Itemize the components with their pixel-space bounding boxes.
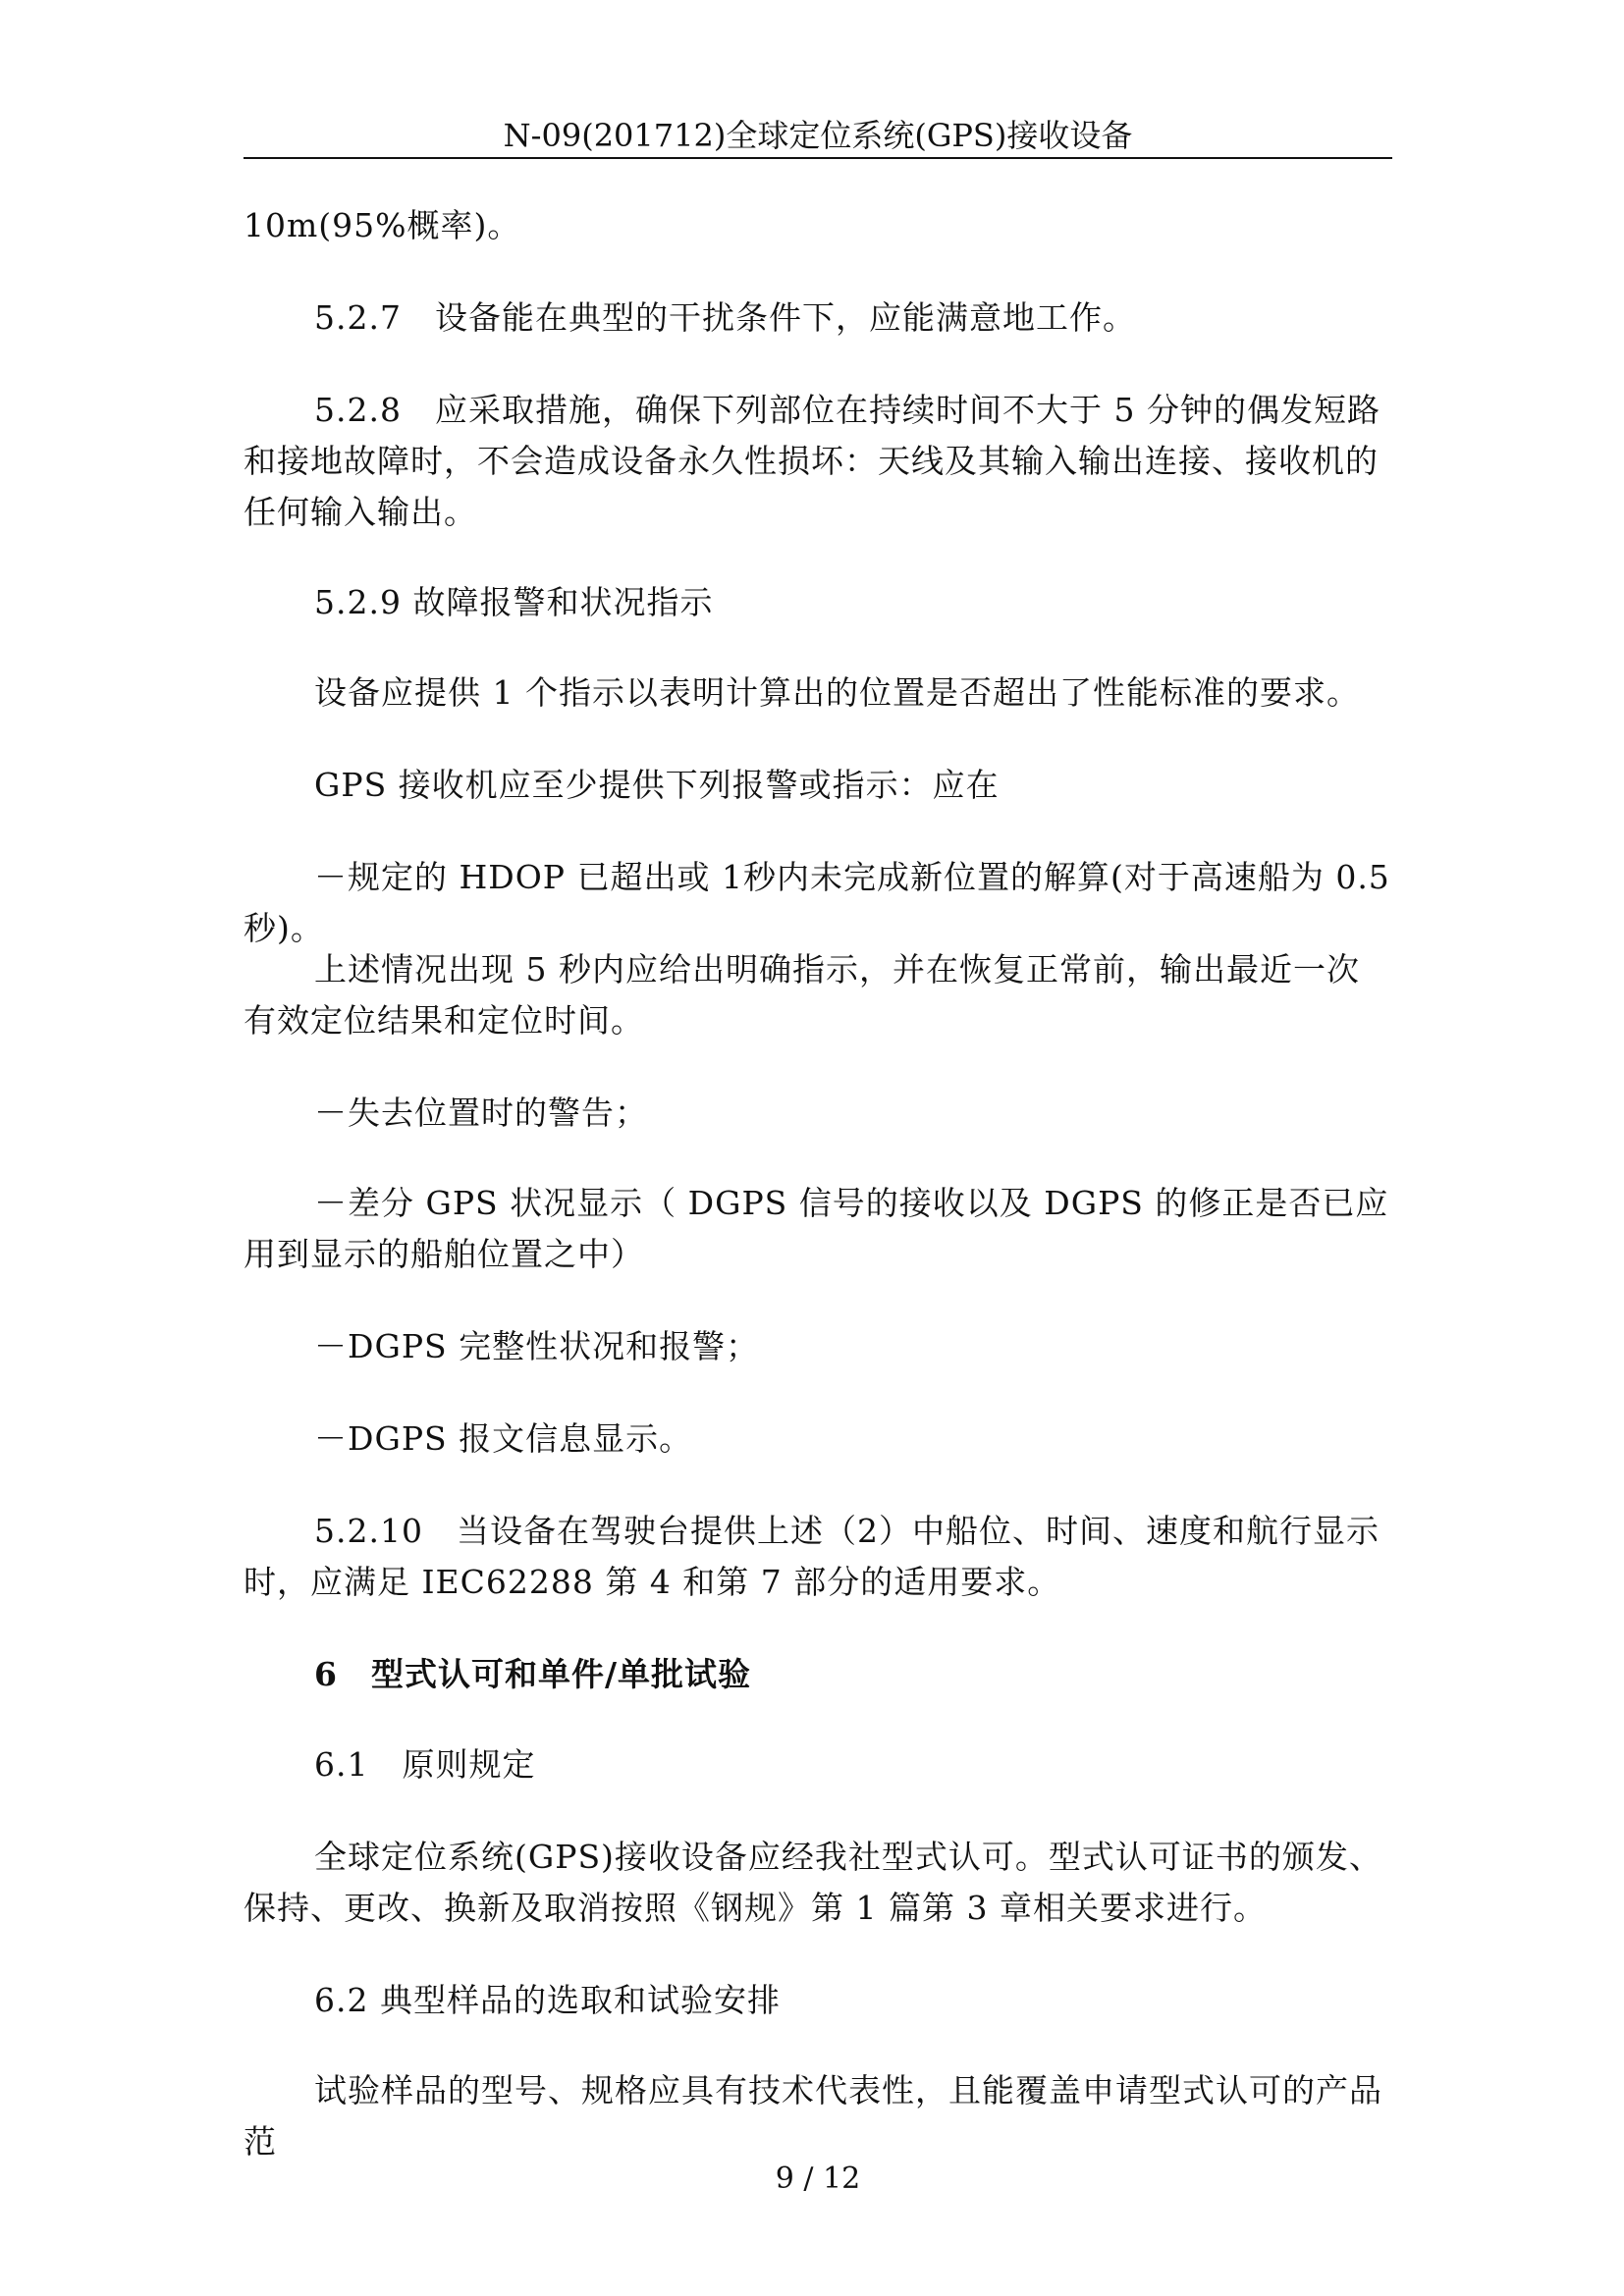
list-item-dgps-status: －差分 GPS 状况显示（ DGPS 信号的接收以及 DGPS 的修正是否已应用到显示的船舶位置之中） <box>244 1184 1389 1273</box>
list-item-dgps-message: －DGPS 报文信息显示。 <box>314 1419 693 1458</box>
page-header-title: N-09(201712)全球定位系统(GPS)接收设备 <box>503 117 1133 154</box>
list-item-dgps-integrity: －DGPS 完整性状况和报警； <box>314 1327 760 1365</box>
paragraph-5-second-indication: 上述情况出现 5 秒内应给出明确指示，并在恢复正常前，输出最近一次有效定位结果和定位时间。 <box>244 950 1360 1040</box>
paragraph-type-approval: 全球定位系统(GPS)接收设备应经我社型式认可。型式认可证书的颁发、保持、更改、换新及取消按照《钢规》第 1 篇第 3 章相关要求进行。 <box>244 1838 1382 1927</box>
heading-6-2: 6.2 典型样品的选取和试验安排 <box>314 1981 781 2019</box>
header-divider <box>244 157 1392 159</box>
paragraph-5-2-10: 5.2.10 当设备在驾驶台提供上述（2）中船位、时间、速度和航行显示时，应满足 IEC62288 第 4 和第 7 部分的适用要求。 <box>244 1512 1380 1601</box>
section-heading-6: 6 型式认可和单件/单批试验 <box>314 1655 752 1693</box>
page-number: 9 / 12 <box>775 2162 861 2196</box>
list-item-hdop: －规定的 HDOP 已超出或 1秒内未完成新位置的解算(对于高速船为 0.5 秒)。 <box>244 858 1390 947</box>
paragraph-continuation: 10m(95%概率)。 <box>244 206 521 244</box>
paragraph-indicator-requirement: 设备应提供 1 个指示以表明计算出的位置是否超出了性能标准的要求。 <box>314 673 1360 712</box>
paragraph-gps-alarms-intro: GPS 接收机应至少提供下列报警或指示：应在 <box>314 766 1000 804</box>
list-item-position-loss: －失去位置时的警告； <box>314 1094 648 1132</box>
paragraph-5-2-7: 5.2.7 设备能在典型的干扰条件下，应能满意地工作。 <box>314 298 1136 337</box>
paragraph-test-samples: 试验样品的型号、规格应具有技术代表性，且能覆盖申请型式认可的产品范 <box>244 2071 1382 2161</box>
heading-6-1: 6.1 原则规定 <box>314 1745 536 1784</box>
paragraph-5-2-8: 5.2.8 应采取措施，确保下列部位在持续时间不大于 5 分钟的偶发短路和接地故障时，不会造成设备永久性损坏：天线及其输入输出连接、接收机的任何输入输出。 <box>244 391 1380 531</box>
heading-5-2-9: 5.2.9 故障报警和状况指示 <box>314 583 714 621</box>
